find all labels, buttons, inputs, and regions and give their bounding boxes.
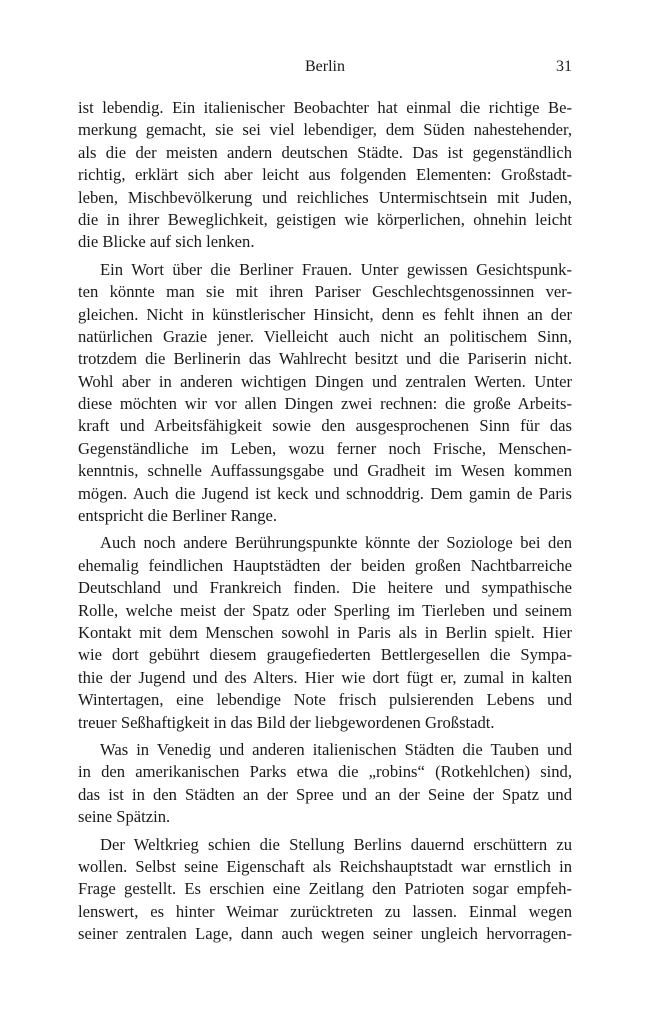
text-line: die Blicke auf sich lenken. bbox=[78, 232, 255, 252]
text-line: in den amerikanischen Parks etwa die „robins“ (Rotkehlchen) sind, bbox=[78, 762, 572, 782]
text-line: ehemalig feindlichen Hauptstädten der beiden großen Nachtbarreiche bbox=[78, 555, 572, 575]
text-line: Was in Venedig und anderen italienischen Städten die Tauben und bbox=[100, 739, 572, 759]
text-line: merkung gemacht, sie sei viel lebendiger, dem Süden nahestehender, bbox=[78, 120, 572, 140]
text-line: kenntnis, schnelle Auffassungsgabe und Gradheit im Wesen kommen bbox=[78, 461, 572, 481]
text-line: Auch noch andere Berührungspunkte könnte der Soziologe bei den bbox=[100, 533, 572, 553]
text-line: als die der meisten andern deutschen Städte. Das ist gegenständlich bbox=[78, 142, 572, 162]
text-line: mögen. Auch die Jugend ist keck und schnoddrig. Dem gamin de Paris bbox=[78, 483, 572, 503]
text-line: natürlichen Grazie jener. Vielleicht auch nicht an politischem Sinn, bbox=[78, 326, 572, 346]
paragraph bbox=[78, 739, 572, 829]
text-line: Wohl aber in anderen wichtigen Dingen und zentralen Werten. Unter bbox=[78, 371, 572, 391]
paragraph bbox=[78, 259, 572, 528]
text-line: kraft und Arbeitsfähigkeit sowie den ausgesprochenen Sinn für das bbox=[78, 416, 572, 436]
text-line: trotzdem die Berlinerin das Wahlrecht besitzt und die Pariserin nicht. bbox=[78, 349, 572, 369]
text-line: wie dort gebührt diesem graugefiederten Bettlergesellen die Sympa- bbox=[78, 645, 572, 665]
page-header bbox=[78, 58, 572, 80]
text-line: Wintertagen, eine lebendige Note frisch pulsierenden Lebens und bbox=[78, 690, 572, 710]
page-number: 31 bbox=[556, 58, 572, 75]
text-line: Rolle, welche meist der Spatz oder Sperling im Tierleben und seinem bbox=[78, 600, 572, 620]
running-head: Berlin bbox=[305, 58, 345, 75]
text-line: wollen. Selbst seine Eigenschaft als Reichshauptstadt war ernstlich in bbox=[78, 856, 572, 876]
text-line: diese möchten wir vor allen Dingen zwei rechnen: die große Arbeits- bbox=[78, 394, 572, 414]
text-line: Deutschland und Frankreich finden. Die heitere und sympathische bbox=[78, 578, 572, 598]
text-line: leben, Mischbevölkerung und reichliches Untermischtsein mit Juden, bbox=[78, 187, 572, 207]
text-line: gleichen. Nicht in künstlerischer Hinsicht, denn es fehlt ihnen an der bbox=[78, 304, 572, 324]
text-line: lenswert, es hinter Weimar zurücktreten zu lassen. Einmal wegen bbox=[78, 901, 572, 921]
text-line: Kontakt mit dem Menschen sowohl in Paris als in Berlin spielt. Hier bbox=[78, 622, 572, 642]
text-line: seine Spätzin. bbox=[78, 807, 171, 827]
body-text bbox=[78, 97, 572, 945]
text-line: seiner zentralen Lage, dann auch wegen seiner ungleich hervorragen- bbox=[78, 924, 572, 944]
text-line: treuer Seßhaftigkeit in das Bild der liebgewordenen Großstadt. bbox=[78, 712, 495, 732]
paragraph bbox=[78, 97, 572, 254]
text-line: entspricht die Berliner Range. bbox=[78, 506, 278, 526]
text-line: thie der Jugend und des Alters. Hier wie dort fügt er, zumal in kalten bbox=[78, 667, 572, 687]
text-line: Ein Wort über die Berliner Frauen. Unter gewissen Gesichtspunk- bbox=[100, 259, 572, 279]
text-line: das ist in den Städten an der Spree und an der Seine der Spatz und bbox=[78, 784, 572, 804]
paragraph bbox=[78, 834, 572, 946]
paragraph bbox=[78, 532, 572, 734]
text-line: die in ihrer Beweglichkeit, geistigen wie körperlichen, ohnehin leicht bbox=[78, 209, 572, 229]
text-line: ten könnte man sie mit ihren Pariser Geschlechtsgenossinnen ver- bbox=[78, 282, 572, 302]
text-line: Frage gestellt. Es erschien eine Zeitlang den Patrioten sogar empfeh- bbox=[78, 879, 572, 899]
text-line: richtig, erklärt sich aber leicht aus folgenden Elementen: Großstadt- bbox=[78, 165, 572, 185]
text-line: ist lebendig. Ein italienischer Beobachter hat einmal die richtige Be- bbox=[78, 98, 572, 117]
text-line: Der Weltkrieg schien die Stellung Berlins dauernd erschüttern zu bbox=[100, 834, 572, 854]
text-line: Gegenständliche im Leben, wozu ferner noch Frische, Menschen- bbox=[78, 438, 572, 458]
